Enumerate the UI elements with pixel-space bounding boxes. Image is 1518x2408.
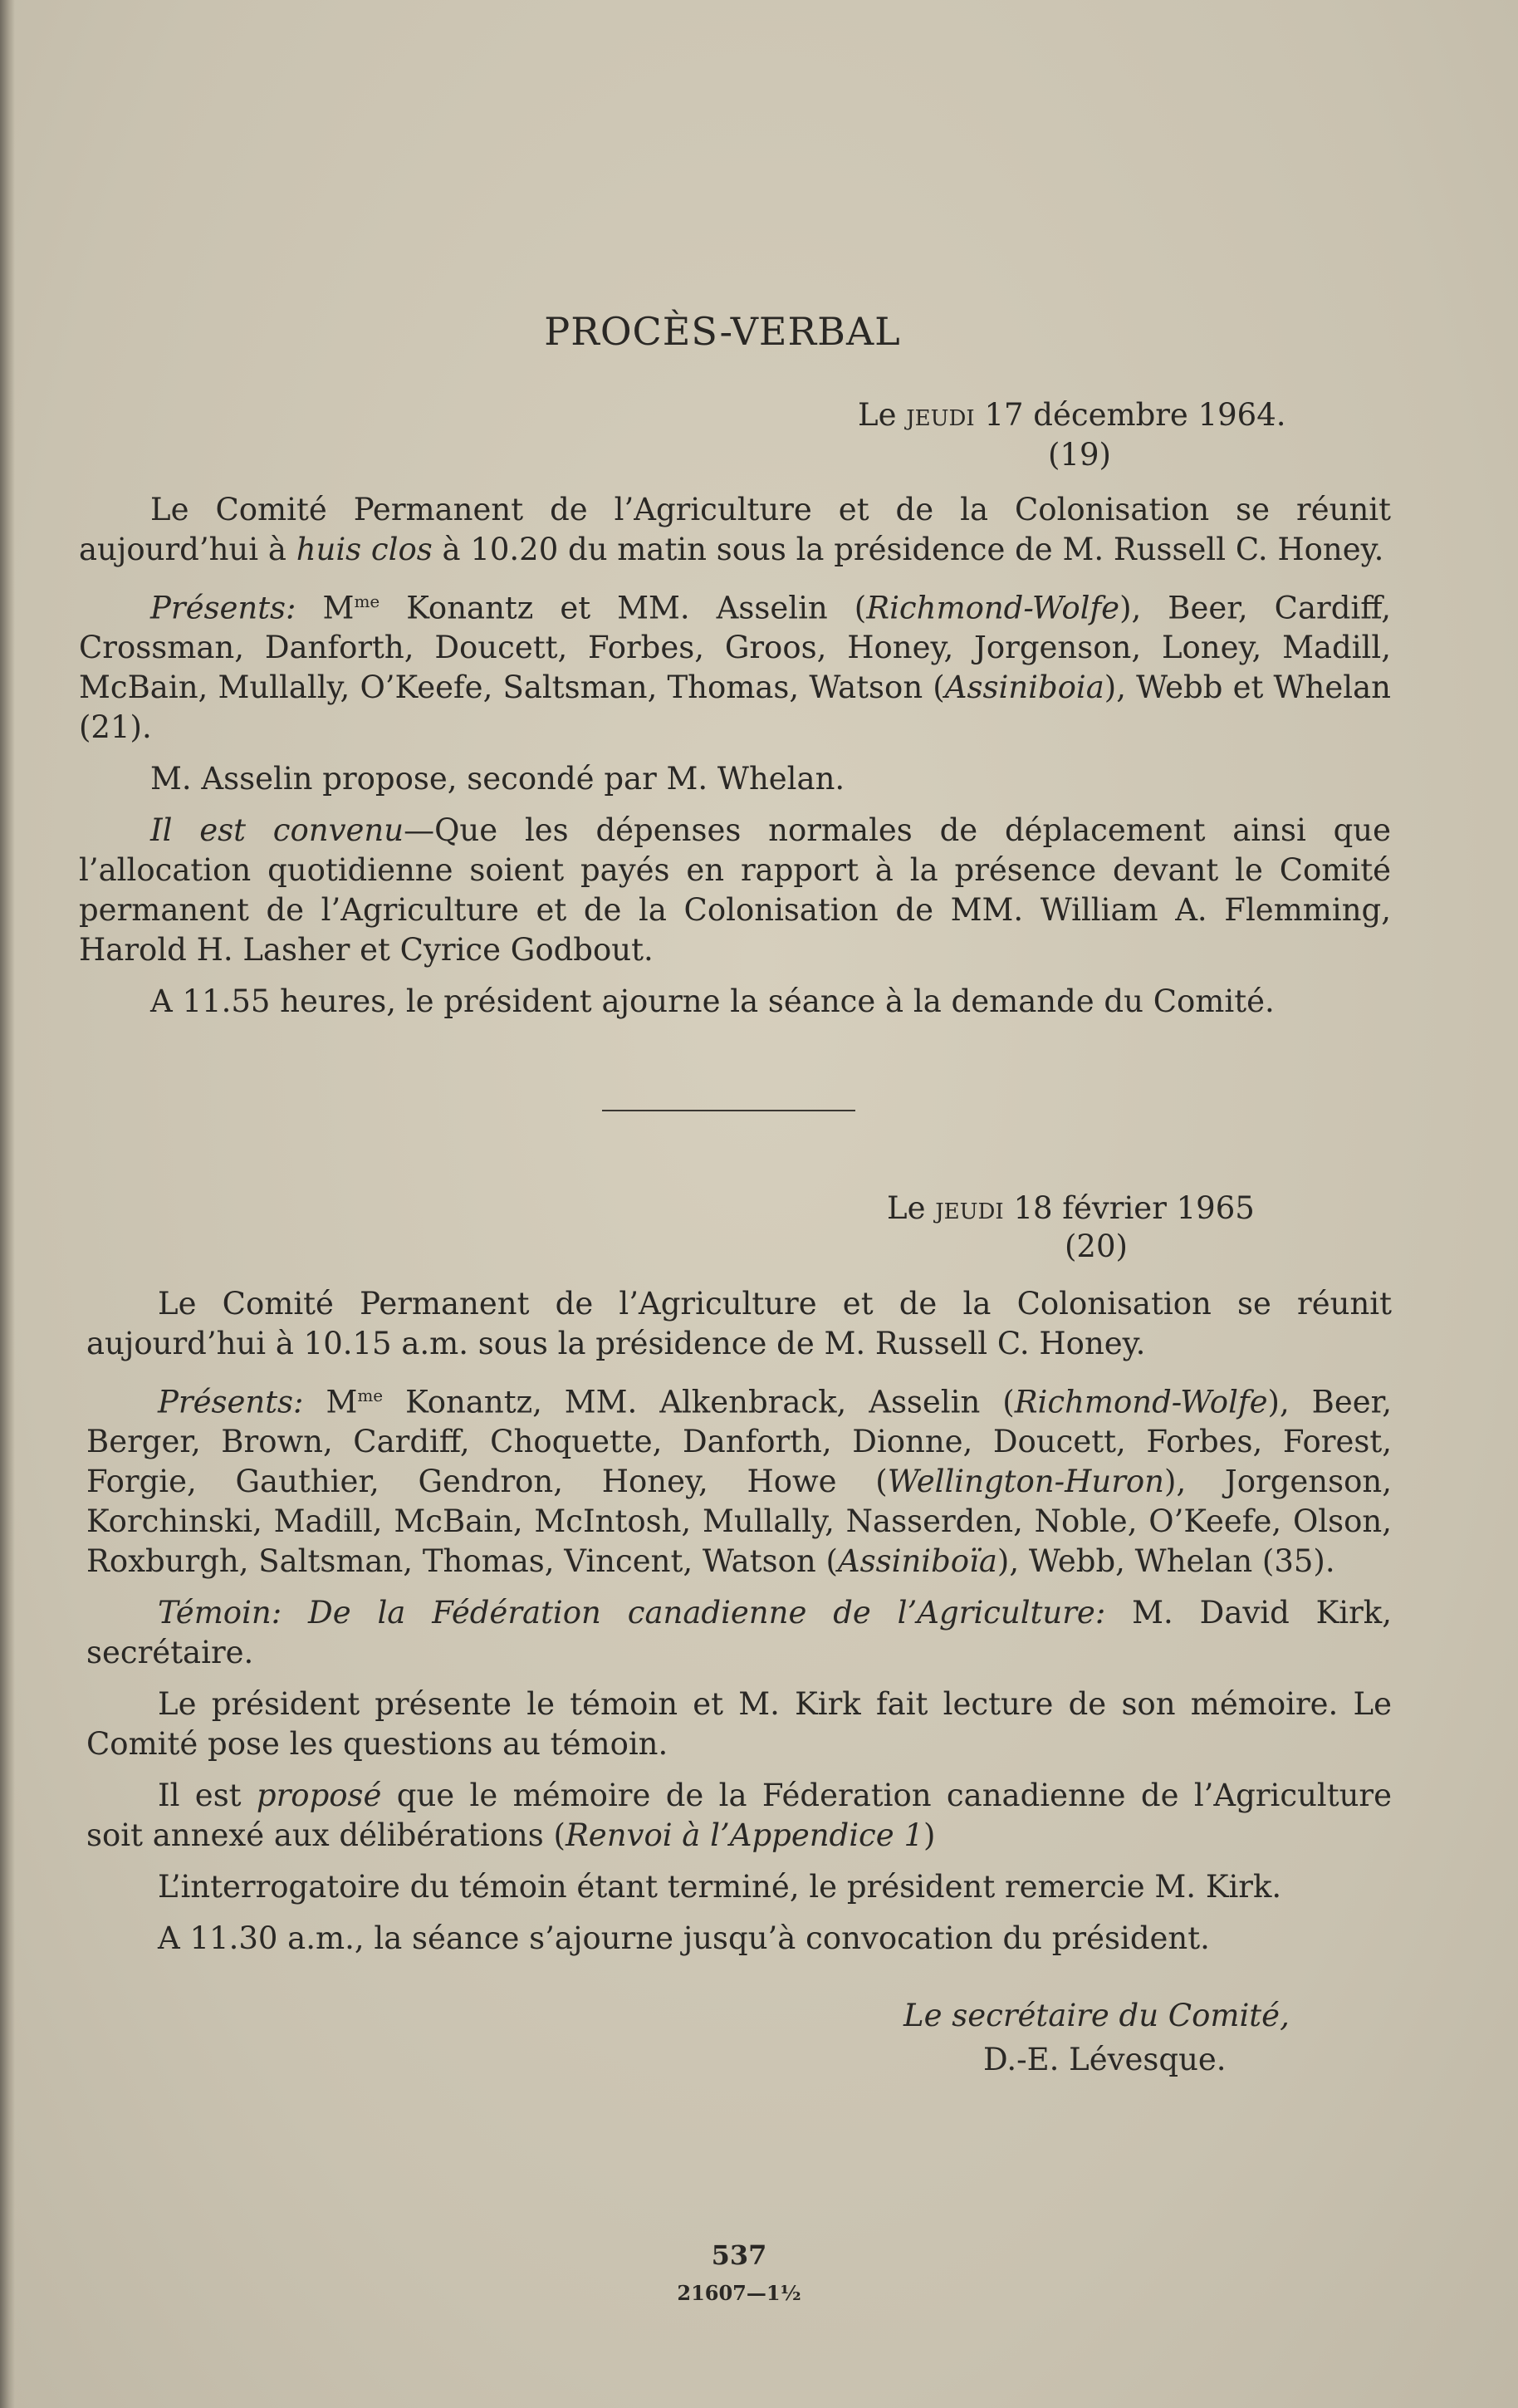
meeting-2-date <box>887 1190 1255 1226</box>
meeting-1-adjournment: A 11.55 heures, le président ajourne la séance à la demande du Comité. <box>150 983 1275 1020</box>
date-rest: 17 décembre 1964. <box>984 397 1286 433</box>
meeting-1-motion: M. Asselin propose, secondé par M. Whelan. <box>150 761 845 797</box>
meeting-2-number: (20) <box>1065 1229 1128 1264</box>
meeting-2-opening: Le Comité Permanent de l’Agriculture et de la Colonisation se réunit aujourd’hui à 10.15 a.m. sous la présidence de M. Russell C. Honey. <box>86 1286 1392 1361</box>
date-rest: 18 février 1965 <box>1013 1190 1255 1226</box>
meeting-1-attendance: Présents: $M^{me}$ Konantz et MM. Asselin (Richmond-Wolfe), Beer, Cardiff, Crossman, Danforth, Doucett, Forbes, Groos, Honey, Jorgenson, Loney, Madill, McBain, Mullally, O’Keefe, Saltsman, Thomas, Watson (Assiniboia), Webb et Whelan (21). <box>79 590 1391 746</box>
meeting-2-attendance: Présents: $M^{me}$ Konantz, MM. Alkenbrack, Asselin (Richmond-Wolfe), Beer, Berger, Brown, Cardiff, Choquette, Danforth, Dionne, Doucett, Forbes, Forest, Forgie, Gauthier, Gendron, Honey, Howe (Wellington-Huron), Jorgenson, Korchinski, Madill, McBain, McIntosh, Mullally, Nasserden, Noble, O’Keefe, Olson, Roxburgh, Saltsman, Thomas, Vincent, Watson (Assiniboïa), Webb, Whelan (35). <box>86 1384 1393 1580</box>
meeting-2-body <box>86 1284 1392 1959</box>
date-day: jeudi <box>935 1190 1004 1226</box>
meeting-1-body <box>79 490 1391 1022</box>
date-prefix: Le <box>887 1190 926 1226</box>
meeting-2-proposal: Il est proposé que le mémoire de la Féderation canadienne de l’Agriculture soit annexé aux délibérations (Renvoi à l’Appendice 1) <box>86 1778 1393 1854</box>
date-day: jeudi <box>906 397 975 433</box>
meeting-2-introduction: Le président présente le témoin et M. Kirk fait lecture de son mémoire. Le Comité pose les questions au témoin. <box>86 1686 1392 1763</box>
print-code: 21607—1½ <box>677 2281 801 2305</box>
page-number: 537 <box>711 2239 767 2271</box>
meeting-1-date <box>858 397 1286 433</box>
section-divider <box>602 1110 855 1111</box>
date-prefix: Le <box>858 397 897 433</box>
meeting-1-resolution: Il est convenu—Que les dépenses normales de déplacement ainsi que l’allocation quotidienne soient payés en rapport à la présence devant le Comité permanent de l’Agriculture et de la Colonisation de MM. William A. Flemming, Harold H. Lasher et Cyrice Godbout. <box>79 812 1391 969</box>
signature-role: Le secrétaire du Comité, <box>903 1998 1290 2033</box>
meeting-2-witness: Témoin: De la Fédération canadienne de l’Agriculture: M. David Kirk, secrétaire. <box>86 1595 1392 1671</box>
meeting-1-number: (19) <box>1048 437 1111 473</box>
signature-name: D.-E. Lévesque. <box>983 2042 1227 2077</box>
page-binding-edge <box>0 0 15 2408</box>
page-title: PROCÈS-VERBAL <box>544 309 901 354</box>
meeting-2-adjournment: A 11.30 a.m., la séance s’ajourne jusqu’à convocation du président. <box>158 1920 1210 1957</box>
meeting-1-opening: Le Comité Permanent de l’Agriculture et de la Colonisation se réunit aujourd’hui à huis clos à 10.20 du matin sous la présidence de M. Russell C. Honey. <box>79 492 1391 567</box>
meeting-2-thanks: L’interrogatoire du témoin étant terminé, le président remercie M. Kirk. <box>158 1869 1282 1905</box>
